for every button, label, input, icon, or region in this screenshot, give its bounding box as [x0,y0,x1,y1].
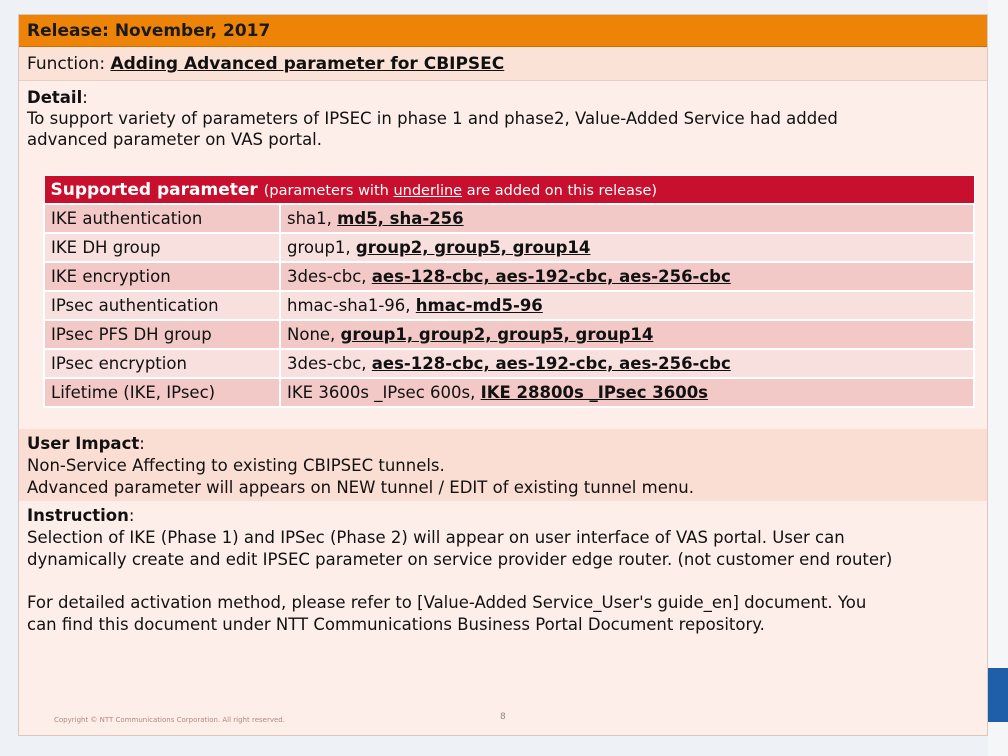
instruction-line-4: can find this document under NTT Communications Business Portal Document repository. [27,615,765,634]
table-row [44,204,974,233]
parameter-values: None, group1, group2, group5, group14 [280,320,974,349]
table-row [44,233,974,262]
parameter-name: IPsec encryption [44,349,280,378]
instruction-section: Instruction: Selection of IKE (Phase 1) and IPSec (Phase 2) will appear on user interface of VAS portal. User can dynamically create and edit IPSEC parameter on service provider edge router. (not customer end router) For detailed activation method, please refer to [Value-Added Service_User's guide_en] document. You can find this document under NTT Communications Business Portal Document repository. [19,501,987,735]
instruction-line-1: Selection of IKE (Phase 1) and IPSec (Phase 2) will appear on user interface of VAS portal. User can [27,528,845,547]
parameter-values: 3des-cbc, aes-128-cbc, aes-192-cbc, aes-256-cbc [280,262,974,291]
release-label: Release: [27,21,109,41]
accent-tab [988,668,1008,722]
impact-line-1: Non-Service Affecting to existing CBIPSEC tunnels. [27,456,445,475]
function-row: Function: Adding Advanced parameter for CBIPSEC [19,47,987,81]
parameter-name: Lifetime (IKE, IPsec) [44,378,280,407]
instruction-label: Instruction [27,506,129,525]
table-header [44,176,974,205]
impact-label: User Impact [27,434,140,453]
table-header-note: (parameters with underline are added on this release) [263,182,658,199]
release-row [19,15,987,47]
parameter-name: IKE encryption [44,262,280,291]
user-impact-section: User Impact: Non-Service Affecting to existing CBIPSEC tunnels. Advanced parameter will appears on NEW tunnel / EDIT of existing tunnel menu. [19,429,987,501]
impact-line-2: Advanced parameter will appears on NEW tunnel / EDIT of existing tunnel menu. [27,478,695,497]
parameter-values: 3des-cbc, aes-128-cbc, aes-192-cbc, aes-256-cbc [280,349,974,378]
detail-label: Detail [27,88,83,107]
detail-line-1: To support variety of parameters of IPSEC in phase 1 and phase2, Value-Added Service had added [27,109,838,128]
instruction-line-3: For detailed activation method, please refer to [Value-Added Service_User's guide_en] document. You [27,593,867,612]
parameter-values: group1, group2, group5, group14 [280,233,974,262]
parameter-values: sha1, md5, sha-256 [280,204,974,233]
footer-copyright: Copyright © NTT Communications Corporation. All right reserved. [54,716,285,724]
table-header-title: Supported parameter [50,179,258,200]
slide-right-strip [988,0,1008,756]
table-row [44,320,974,349]
parameter-name: IPsec authentication [44,291,280,320]
parameter-values: hmac-sha1-96, hmac-md5-96 [280,291,974,320]
supported-parameter-table [43,175,975,408]
table-row [44,291,974,320]
table-row [44,349,974,378]
instruction-line-2: dynamically create and edit IPSEC parameter on service provider edge router. (not customer end router) [27,550,893,569]
function-label: Function [27,54,100,74]
table-row [44,262,974,291]
parameter-name: IKE authentication [44,204,280,233]
release-value: November, 2017 [114,21,271,41]
table-row [44,378,974,407]
parameter-name: IPsec PFS DH group [44,320,280,349]
detail-section: Detail: To support variety of parameters of IPSEC in phase 1 and phase2, Value-Added Service had added advanced parameter on VAS portal. [19,81,987,429]
function-value: Adding Advanced parameter for CBIPSEC [110,54,505,74]
release-note-document [18,14,988,736]
detail-line-2: advanced parameter on VAS portal. [27,130,323,149]
footer-page-number: 8 [500,712,506,722]
parameter-name: IKE DH group [44,233,280,262]
parameter-values: IKE 3600s _IPsec 600s, IKE 28800s _IPsec 3600s [280,378,974,407]
